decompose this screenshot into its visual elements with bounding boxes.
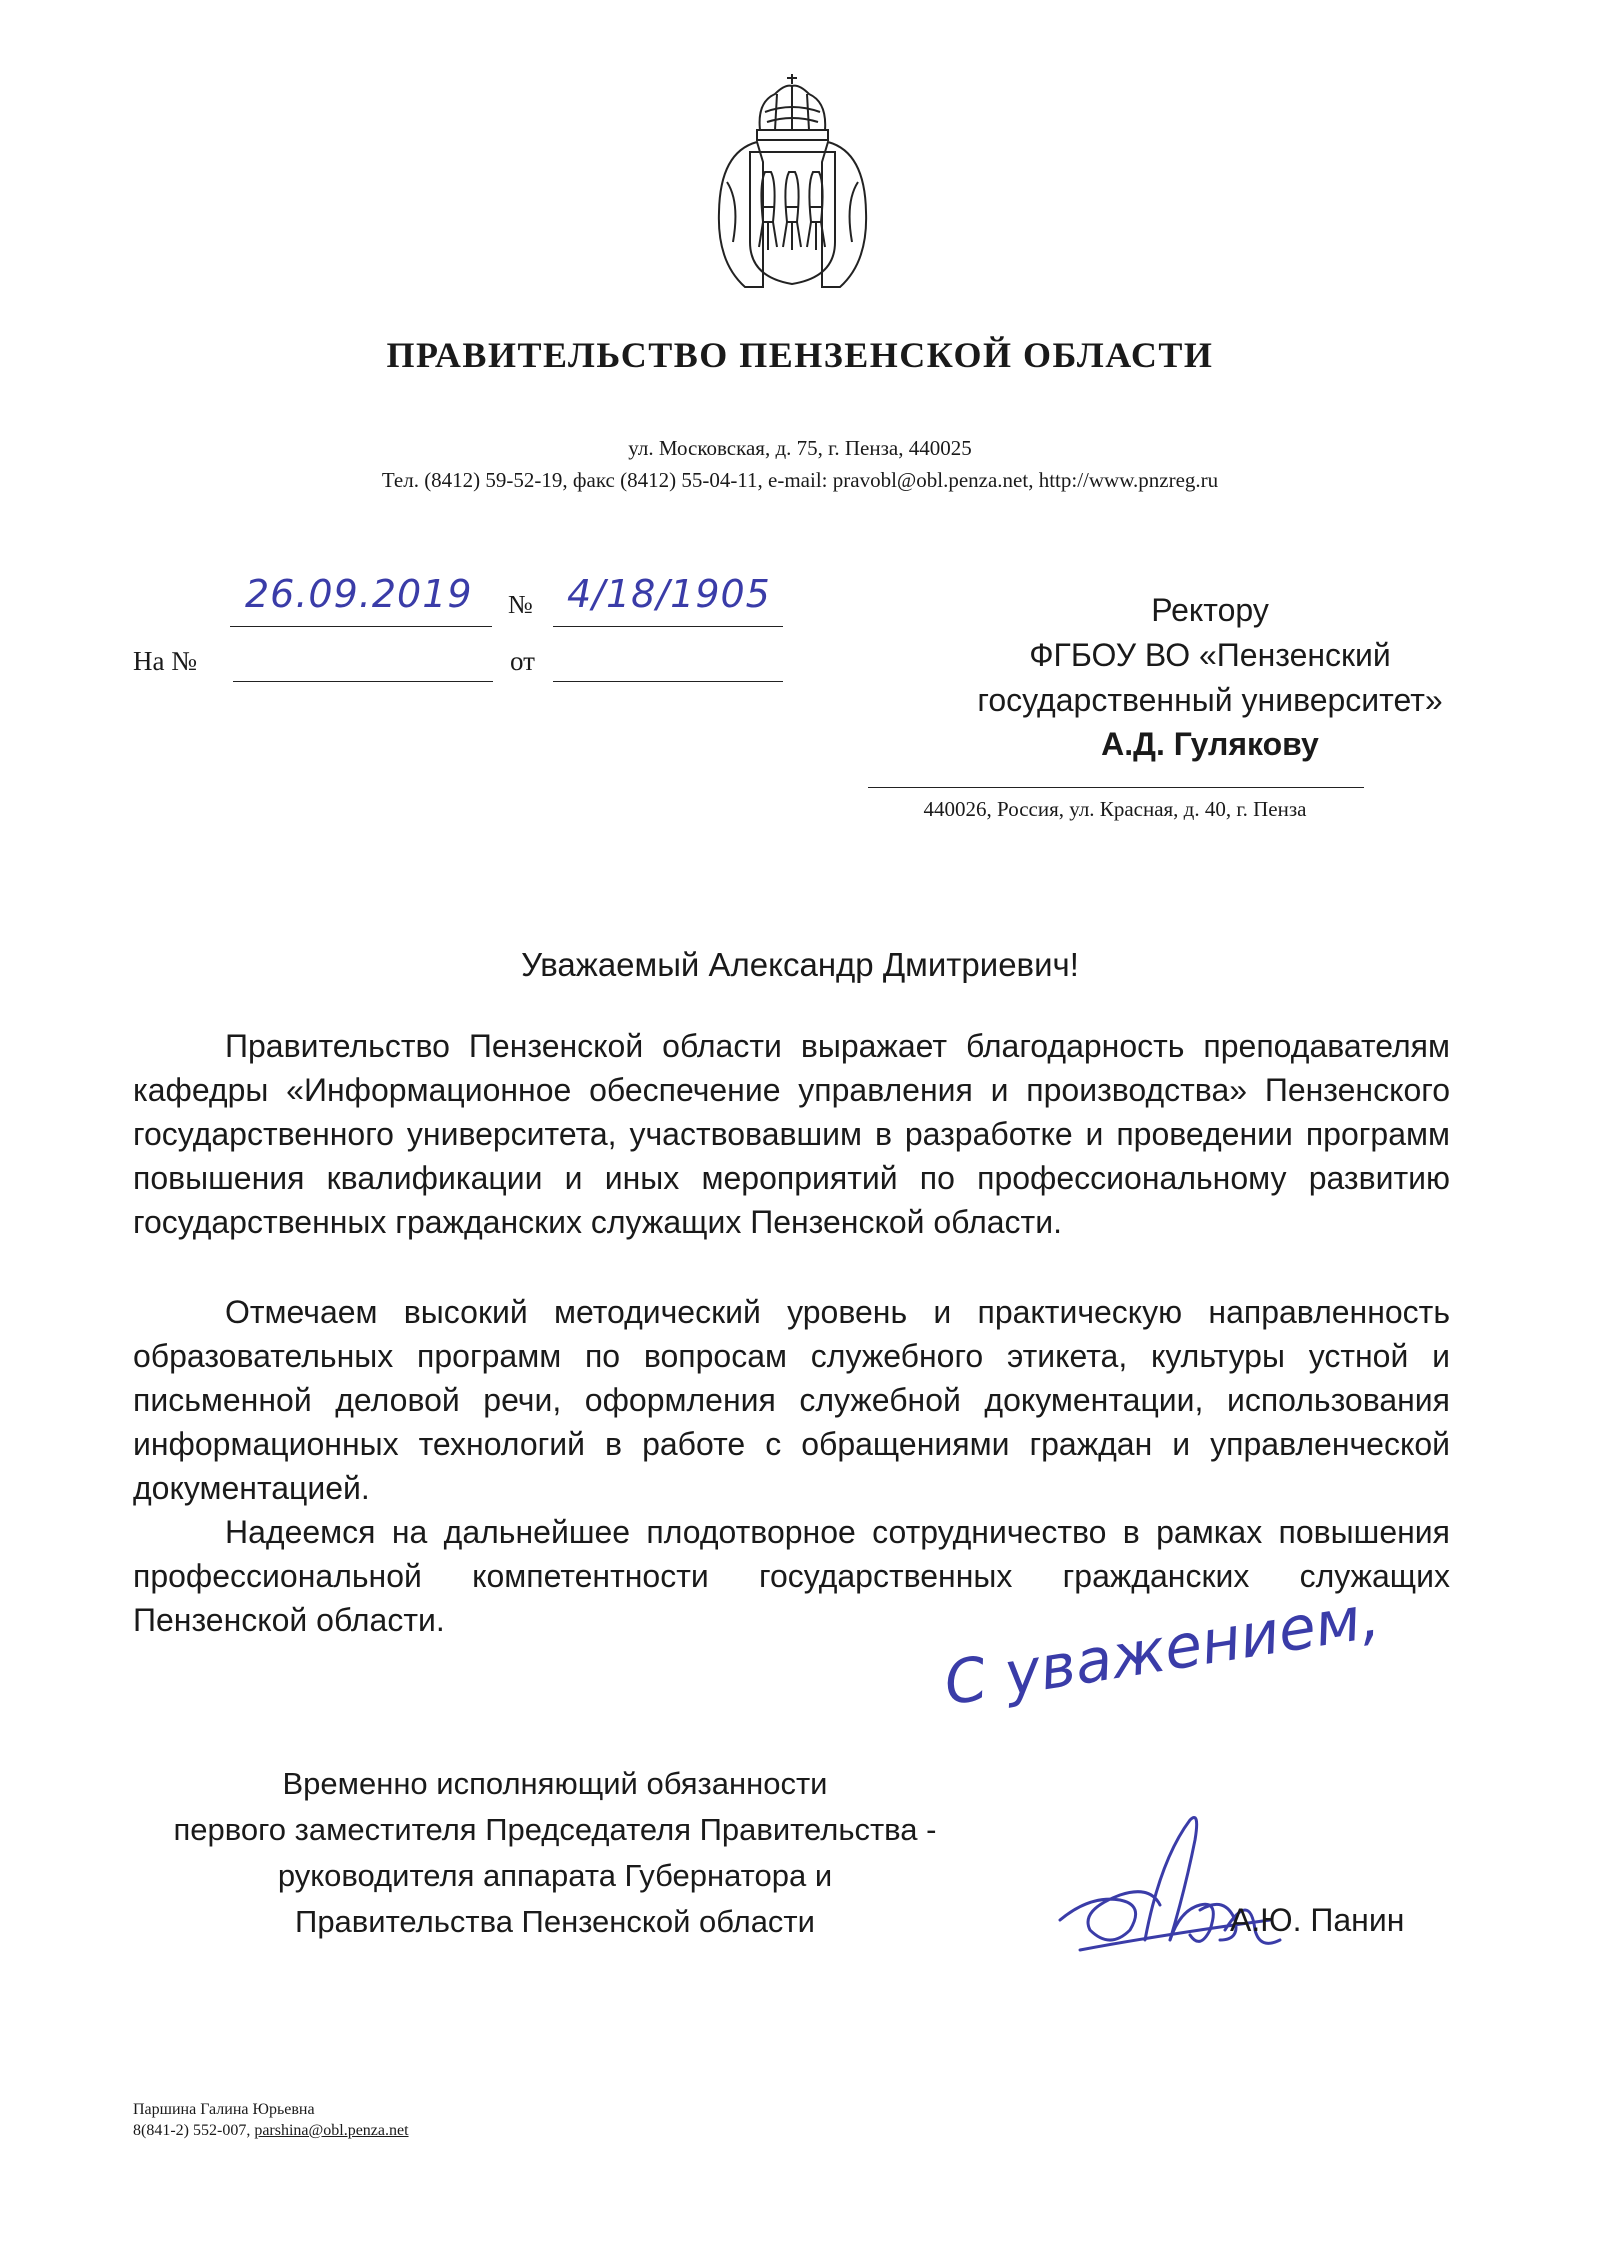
organization-address: ул. Московская, д. 75, г. Пенза, 440025 — [628, 436, 972, 460]
signatory-title-line: Временно исполняющий обязанности — [282, 1766, 828, 1801]
reply-number-field — [233, 641, 493, 682]
executor-contacts — [133, 2122, 409, 2140]
number-value: 4/18/1905 — [567, 572, 771, 616]
letter-paragraph: Правительство Пензенской области выражает благодарность преподавателям кафедры «Информационное обеспечение управления и производства» Пензенского государственного университета, участвовавшим в разработке и проведении программ повышения квалификации и иных мероприятий по профессиональному развитию государственных гражданских служащих Пензенской области. — [133, 1028, 1450, 1240]
executor-name: Паршина Галина Юрьевна — [133, 2101, 315, 2118]
executor-phone: 8(841-2) 552-007, — [133, 2122, 255, 2139]
reply-number-label: На № — [133, 646, 197, 676]
letter-paragraph: Надеемся на дальнейшее плодотворное сотрудничество в рамках повышения профессиональной компетентности государственных гражданских служащих Пензенской области. — [133, 1514, 1450, 1638]
reply-date-label: от — [510, 646, 535, 676]
signature-icon — [1050, 1800, 1300, 1980]
addressee-name: А.Д. Гулякову — [1101, 726, 1319, 762]
coat-of-arms-icon — [705, 72, 880, 302]
addressee-organization: ФГБОУ ВО «Пензенский — [1029, 637, 1391, 673]
addressee-divider — [868, 787, 1364, 788]
signatory-title-line: Правительства Пензенской области — [295, 1904, 815, 1939]
executor-email-link[interactable]: parshina@obl.penza.net — [254, 2122, 409, 2139]
signatory-title-line: первого заместителя Председателя Правительства - — [173, 1812, 937, 1847]
reply-date-field — [553, 641, 783, 682]
signatory-name: А.Ю. Панин — [1230, 1902, 1405, 1938]
addressee-position: Ректору — [1151, 592, 1269, 628]
addressee-postal-address: 440026, Россия, ул. Красная, д. 40, г. Пенза — [923, 797, 1307, 821]
addressee-organization-cont: государственный университет» — [977, 682, 1443, 718]
organization-contacts: Тел. (8412) 59-52-19, факс (8412) 55-04-11, e-mail: pravobl@obl.penza.net, http://www.pnzreg.ru — [381, 468, 1219, 492]
signatory-title-line: руководителя аппарата Губернатора и — [277, 1858, 833, 1893]
handwritten-closing: С уважением, — [939, 1581, 1385, 1720]
organization-name: ПРАВИТЕЛЬСТВО ПЕНЗЕНСКОЙ ОБЛАСТИ — [386, 335, 1214, 375]
letter-greeting: Уважаемый Александр Дмитриевич! — [521, 946, 1079, 983]
letter-paragraph: Отмечаем высокий методический уровень и практическую направленность образовательных программ по вопросам служебного этикета, культуры устной и письменной деловой речи, оформления служебной документации, использования информационных технологий в работе с обращениями граждан и управленческой документацией. — [133, 1294, 1450, 1506]
number-label: № — [508, 590, 533, 619]
date-value: 26.09.2019 — [245, 572, 473, 616]
